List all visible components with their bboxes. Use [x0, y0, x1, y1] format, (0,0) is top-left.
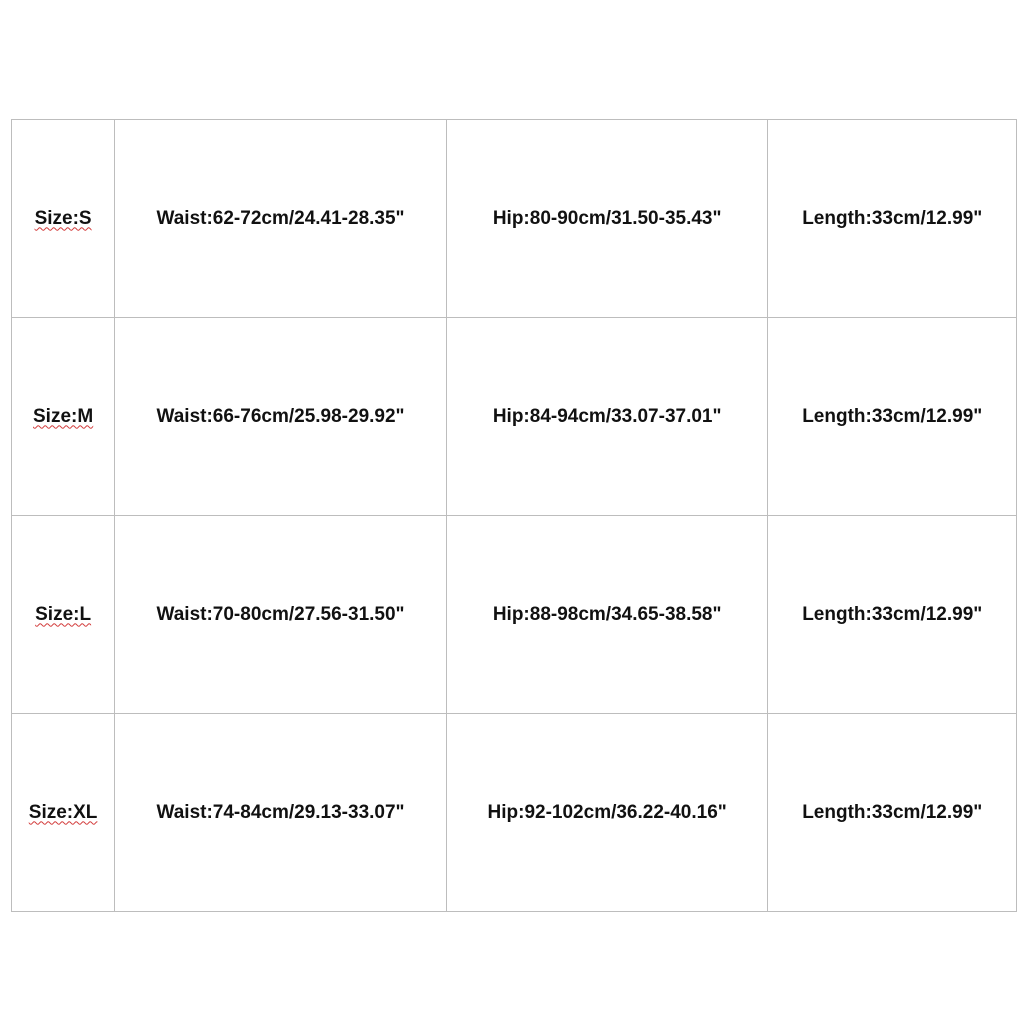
size-cell — [12, 318, 115, 516]
size-label: Size:L — [35, 603, 92, 625]
waist-cell: Waist:74-84cm/29.13-33.07" — [115, 714, 447, 912]
size-label: Size:S — [34, 207, 92, 229]
table-row — [12, 516, 1017, 714]
table-row — [12, 318, 1017, 516]
hip-cell: Hip:80-90cm/31.50-35.43" — [446, 120, 768, 318]
size-chart-table — [11, 119, 1017, 912]
length-cell: Length:33cm/12.99" — [768, 120, 1017, 318]
size-cell — [12, 516, 115, 714]
size-cell — [12, 714, 115, 912]
size-cell — [12, 120, 115, 318]
hip-cell: Hip:92-102cm/36.22-40.16" — [446, 714, 768, 912]
table-row — [12, 120, 1017, 318]
hip-cell: Hip:84-94cm/33.07-37.01" — [446, 318, 768, 516]
waist-cell: Waist:62-72cm/24.41-28.35" — [115, 120, 447, 318]
waist-cell: Waist:70-80cm/27.56-31.50" — [115, 516, 447, 714]
length-cell: Length:33cm/12.99" — [768, 318, 1017, 516]
length-cell: Length:33cm/12.99" — [768, 516, 1017, 714]
length-cell: Length:33cm/12.99" — [768, 714, 1017, 912]
size-label: Size:XL — [28, 801, 98, 823]
table-row — [12, 714, 1017, 912]
hip-cell: Hip:88-98cm/34.65-38.58" — [446, 516, 768, 714]
waist-cell: Waist:66-76cm/25.98-29.92" — [115, 318, 447, 516]
size-label: Size:M — [33, 405, 94, 427]
